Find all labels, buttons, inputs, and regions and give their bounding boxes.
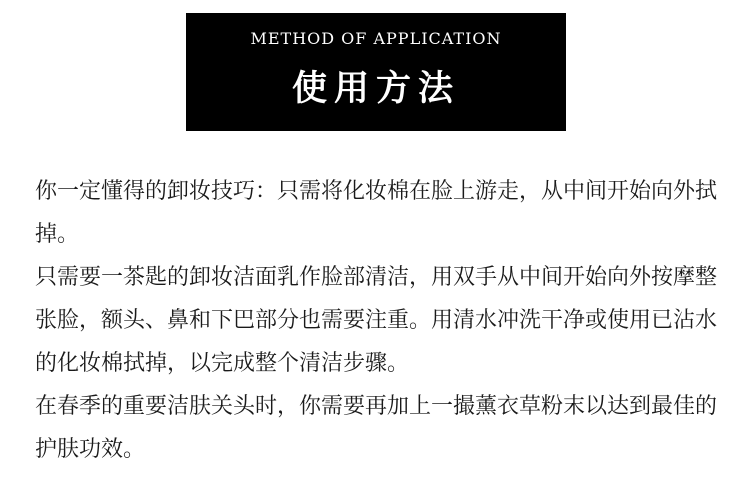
instruction-paragraph: 只需要一茶匙的卸妆洁面乳作脸部清洁，用双手从中间开始向外按摩整张脸，额头、鼻和下巴部分也需要注重。用清水冲洗干净或使用已沾水的化妆棉拭掉，以完成整个清洁步骤。 (35, 265, 718, 376)
instruction-paragraph: 在春季的重要洁肤关头时，你需要再加上一撮薰衣草粉末以达到最佳的护肤功效。 (35, 394, 718, 462)
header-subtitle: METHOD OF APPLICATION (250, 29, 502, 48)
instruction-paragraph: 你一定懂得的卸妆技巧：只需将化妆棉在脸上游走，从中间开始向外拭掉。 (35, 179, 718, 247)
header-banner (186, 13, 566, 131)
header-title: 使用方法 (291, 69, 460, 109)
instructions-body (35, 170, 725, 471)
